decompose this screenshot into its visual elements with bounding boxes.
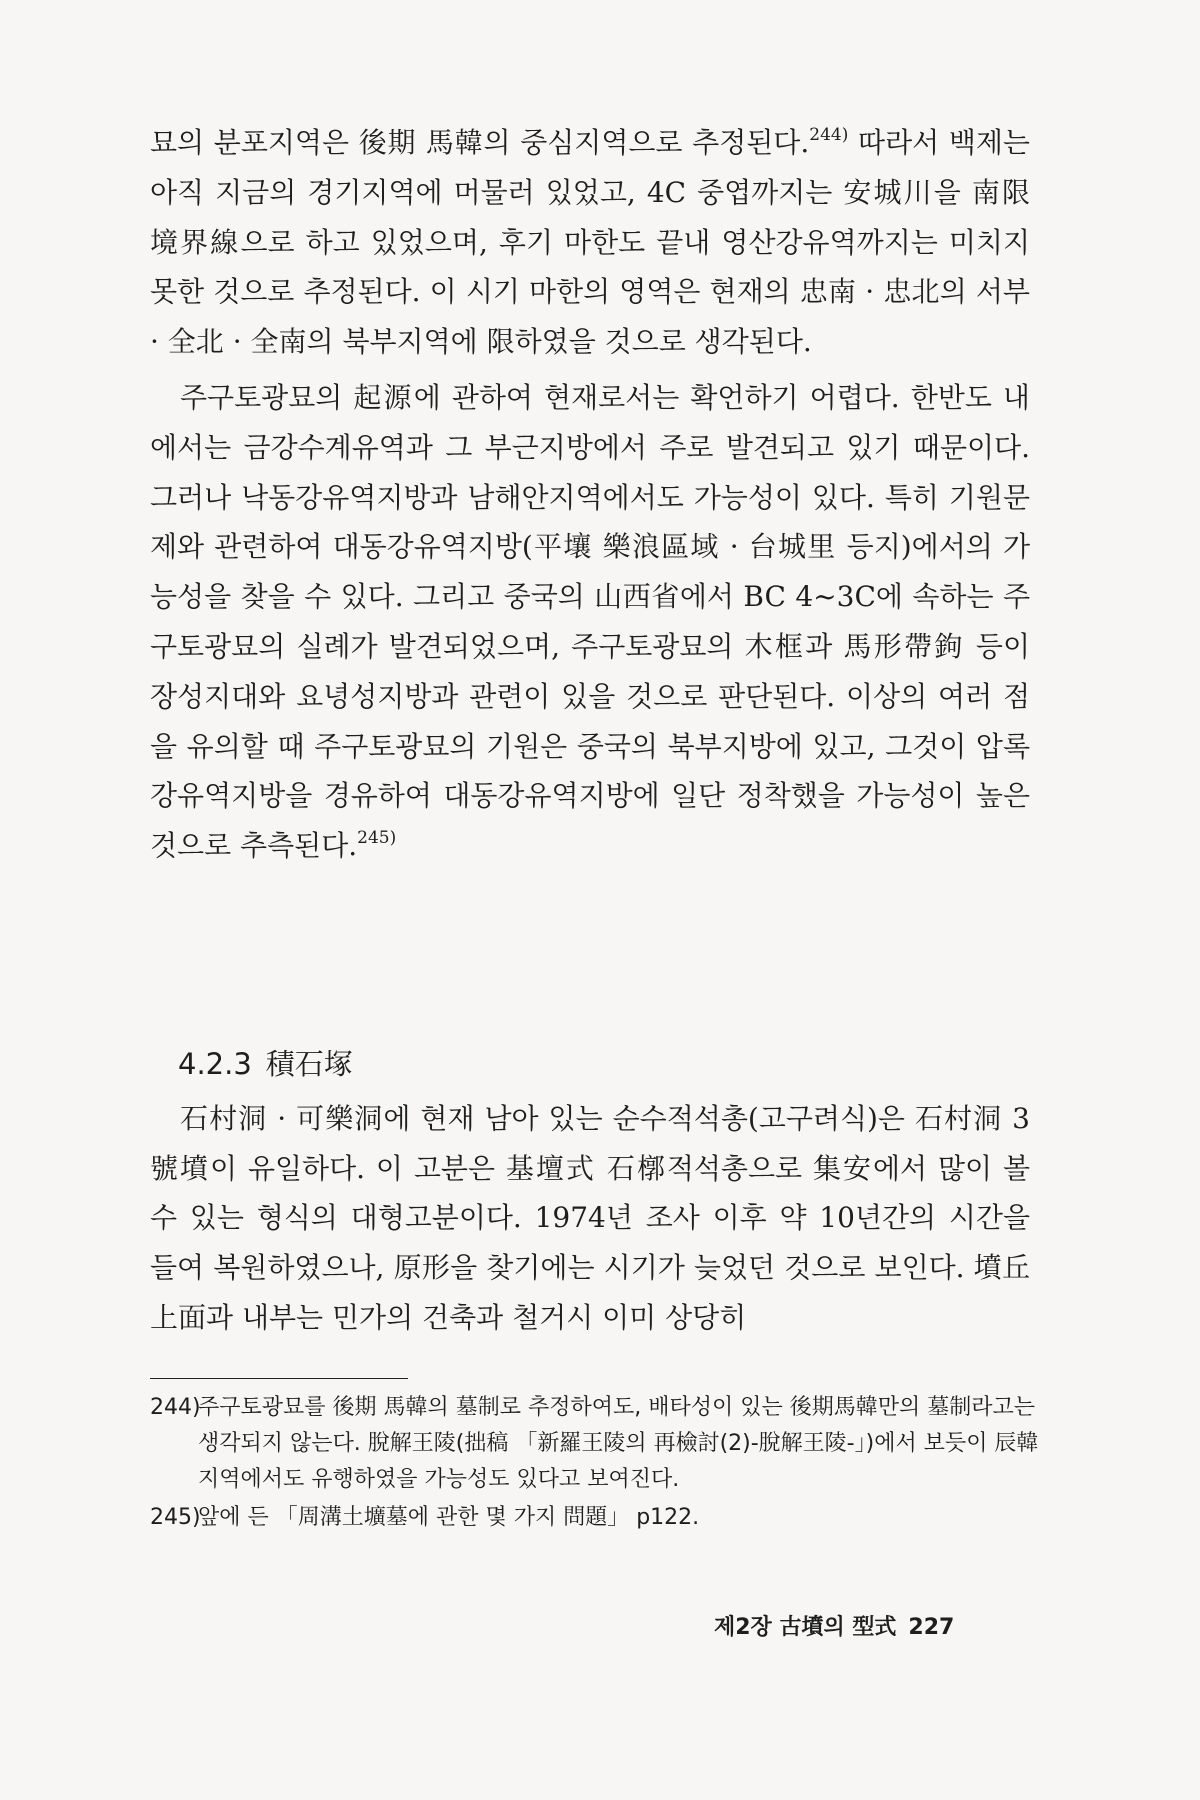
- section-paragraph: 石村洞 · 可樂洞에 현재 남아 있는 순수적석총(고구려식)은 石村洞 3號墳이 유일하다. 이 고분은 基壇式 石槨적석총으로 集安에서 많이 볼 수 있는 형식의 대형고분이다. 1974년 조사 이후 약 10년간의 시간을 들여 복원하였으나, 原形을 찾기에는 시기가 늦었던 것으로 보인다. 墳丘 上面과 내부는 민가의 건축과 철거시 이미 상당히: [150, 1101, 1030, 1334]
- footnote-244: [150, 1390, 1050, 1498]
- running-footer: [714, 1610, 954, 1641]
- section-4-2-3: [150, 1040, 1030, 1343]
- footnote-divider: [150, 1378, 408, 1379]
- footnote-ref-245: 245): [357, 828, 397, 849]
- footnote-number: 244): [150, 1395, 201, 1420]
- footnote-245: [150, 1500, 1050, 1536]
- paragraph-1-text: 묘의 분포지역은 後期 馬韓의 중심지역으로 추정된다.: [150, 126, 810, 159]
- page-number: 227: [908, 1615, 955, 1640]
- chapter-title: 제2장 古墳의 型式: [714, 1615, 897, 1640]
- section-number: 4.2.3: [178, 1047, 252, 1081]
- section-heading: [178, 1040, 1030, 1090]
- paragraph-2: [150, 373, 1030, 871]
- body-text: [150, 118, 1030, 871]
- section-title: 積石塚: [265, 1047, 353, 1081]
- paragraph-1-text-rest: 따라서 백제는 아직 지금의 경기지역에 머물러 있었고, 4C 중엽까지는 安城川을 南限境界線으로 하고 있었으며, 후기 마한도 끝내 영산강유역까지는 미치지 못한 것으로 추정된다. 이 시기 마한의 영역은 현재의 忠南 · 忠北의 서부 · 全北 · 全南의 북부지역에 限하였을 것으로 생각된다.: [150, 126, 1030, 359]
- footnote-text: 앞에 든 「周溝土壙墓에 관한 몇 가지 問題」 p122.: [198, 1505, 700, 1530]
- footnote-text: 주구토광묘를 後期 馬韓의 墓制로 추정하여도, 배타성이 있는 後期馬韓만의 墓制라고는 생각되지 않는다. 脫解王陵(拙稿 「新羅王陵의 再檢討(2)-脫解王陵-」)에서 보듯이 辰韓지역에서도 유행하였을 가능성도 있다고 보여진다.: [198, 1395, 1039, 1492]
- footnote-ref-244: 244): [809, 125, 849, 145]
- paragraph-2-text: 주구토광묘의 起源에 관하여 현재로서는 확언하기 어렵다. 한반도 내에서는 금강수계유역과 그 부근지방에서 주로 발견되고 있기 때문이다. 그러나 낙동강유역지방과 남해안지역에서도 가능성이 있다. 특히 기원문제와 관련하여 대동강유역지방(平壤 樂浪區域 · 台城里 등지)에서의 가능성을 찾을 수 있다. 그리고 중국의 山西省에서 BC 4~3C에 속하는 주구토광묘의 실례가 발견되었으며, 주구토광묘의 木框과 馬形帶鉤 등이 장성지대와 요녕성지방과 관련이 있을 것으로 판단된다. 이상의 여러 점을 유의할 때 주구토광묘의 기원은 중국의 북부지방에 있고, 그것이 압록강유역지방을 경유하여 대동강유역지방에 일단 정착했을 가능성이 높은 것으로 추측된다.: [150, 380, 1030, 863]
- paragraph-1: [150, 118, 1030, 367]
- footnotes: [150, 1390, 1050, 1536]
- footnote-number: 245): [150, 1505, 201, 1530]
